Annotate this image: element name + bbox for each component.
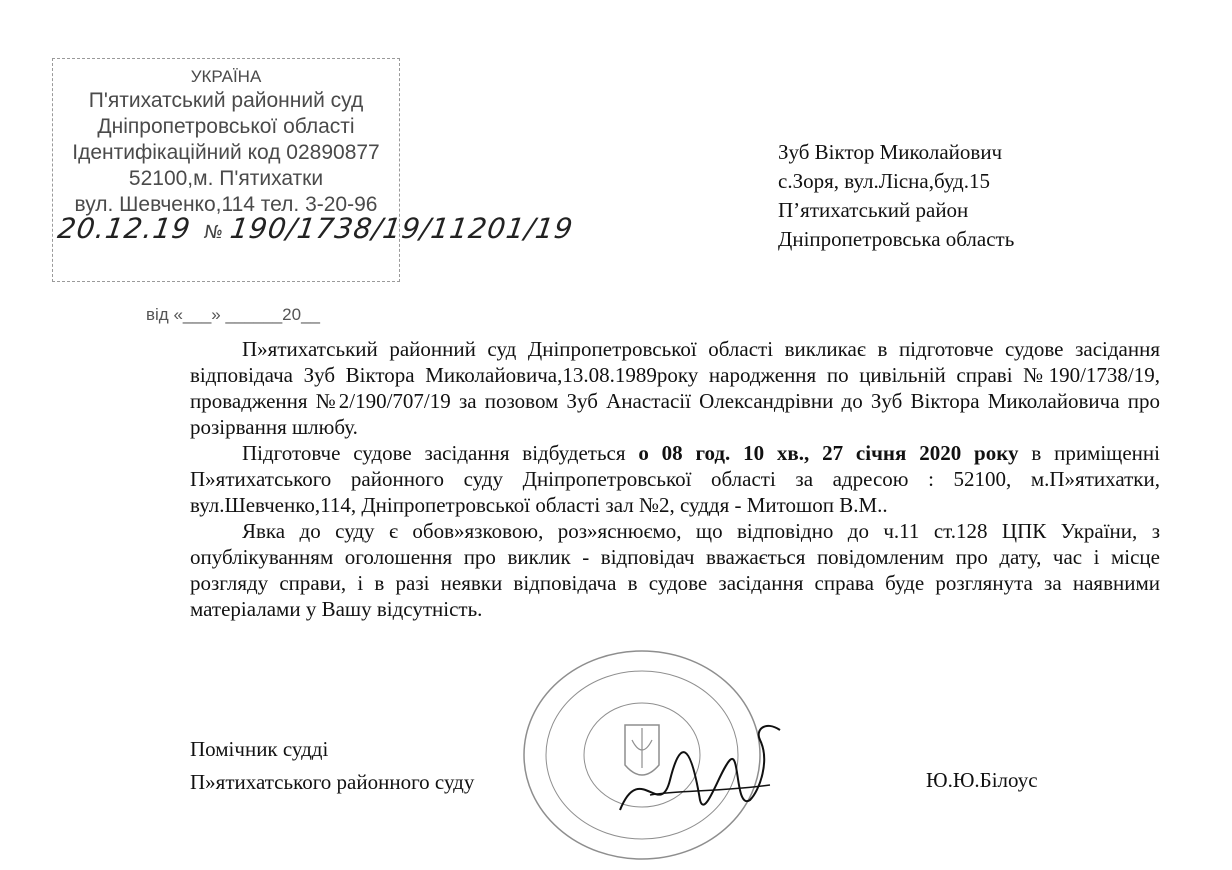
registration-stamp [52,58,400,324]
hearing-text-start: Підготовче судове засідання відбудеться [242,441,639,465]
stamp-court-name: П'ятихатський районний суд [88,89,364,112]
handwritten-date: 20.12.19 [55,212,194,245]
hearing-datetime: о 08 год. 10 хв., 27 січня 2020 року [638,441,1019,465]
position-title: Помічник судді [190,737,329,761]
addressee-block [778,138,1198,254]
hearing-text-end: в приміщенні П»ятихатського районного суду Дніпропетровської області за адресою : 52100, м.П»ятихатки, вул.Шевченко,114, Дніпропетровської області зал №2, суддя - Митошоп В.М.. [190,441,1160,517]
paragraph-attendance: Явка до суду є обов»язковою, роз»яснюємо, що відповідно до ч.11 ст.128 ЦПК України, з опублікуванням оголошення про виклик - відповідач вважається повідомленим про дату, час і місце розгляду справи, і в разі неявки відповідача в судове засідання справа буде розглянута за наявними матеріалами у Вашу відсутність. [190,519,1160,621]
stamp-city: 52100,м. П'ятихатки [128,167,324,190]
handwritten-reference [56,212,581,245]
summons-body [190,336,1160,622]
stamp-region: Дніпропетровської області [97,115,355,138]
signer-name: Ю.Ю.Білоус [926,768,1038,792]
addressee-district: П’ятихатський район [778,198,969,222]
number-label: № [202,222,226,243]
stamp-country: УКРАЇНА [190,67,262,86]
position-court: П»ятихатського районного суду [190,770,475,794]
handwritten-number: 190/1738/19/11201/19 [228,212,576,245]
paragraph-summons: П»ятихатський районний суд Дніпропетровської області викликає в підготовче судове засідання відповідача Зуб Віктора Миколайовича,13.08.1989року народження по цивільній справі №190/1738/19, провадження №2/190/707/19 за позовом Зуб Анастасії Олександрівни до Зуб Віктора Миколайовича про розірвання шлюбу. [190,337,1160,439]
addressee-street: с.Зоря, вул.Лісна,буд.15 [778,169,990,193]
stamp-address: вул. Шевченко,114 тел. 3-20-96 [74,193,378,216]
stamp-date-line: від «___» ______20__ [146,305,320,324]
paragraph-hearing-time [190,440,1160,518]
addressee-region: Дніпропетровська область [778,227,1015,251]
signoff-block [190,733,610,799]
stamp-id-code: Ідентифікаційний код 02890877 [72,141,380,164]
addressee-name: Зуб Віктор Миколайович [778,140,1003,164]
signature-icon [610,700,800,830]
